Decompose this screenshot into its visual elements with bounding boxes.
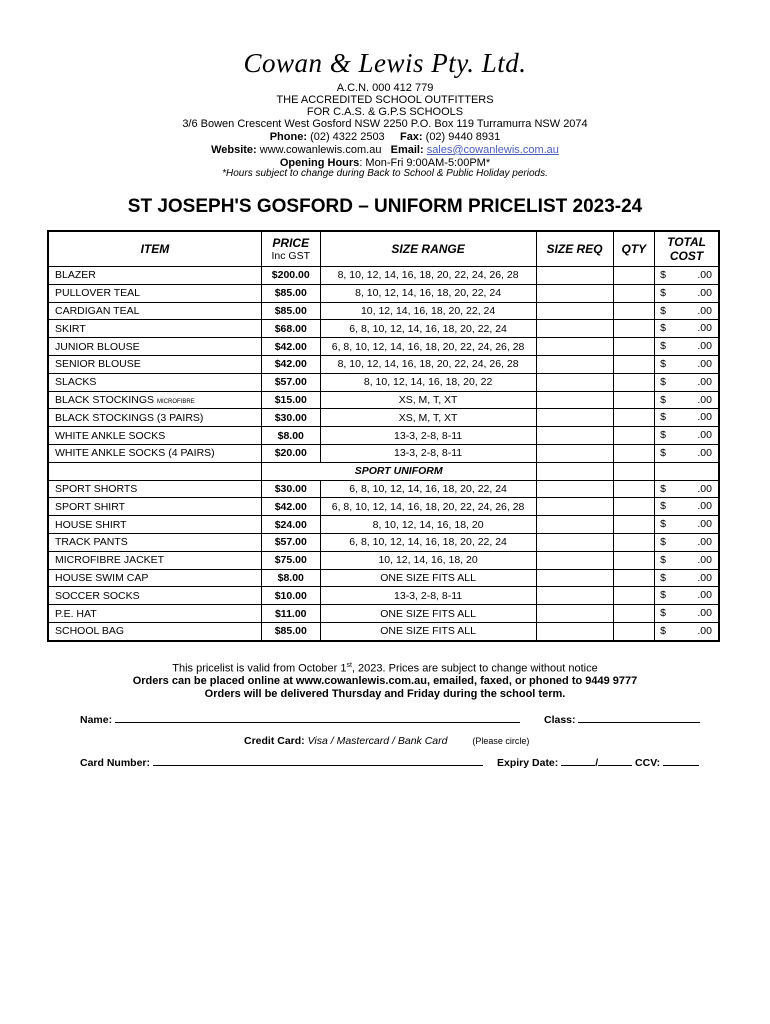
size-req-cell[interactable] [536,284,613,302]
total-cost-cell[interactable] [655,320,719,338]
col-qty: QTY [613,231,655,267]
table-row [48,480,719,498]
sport-heading-row [48,462,719,480]
phone-line [0,131,770,143]
tagline: THE ACCREDITED SCHOOL OUTFITTERS [276,94,494,106]
table-row [48,267,719,285]
fax: (02) 9440 8931 [425,131,501,143]
item-size-range: 13-3, 2-8, 8-11 [320,587,536,605]
cents-value: .00 [697,446,712,459]
item-price: $200.00 [261,267,320,285]
table-row [48,605,719,623]
currency-symbol: $ [660,340,666,353]
item-name [48,373,261,391]
cents-value: .00 [697,607,712,620]
table-row [48,338,719,356]
section-spacer [655,462,719,480]
total-cost-cell[interactable] [655,516,719,534]
table-row [48,444,719,462]
total-cost-cell[interactable] [655,338,719,356]
qty-cell[interactable] [613,267,655,285]
item-price: $57.00 [261,533,320,551]
item-name [48,409,261,427]
item-size-range: 10, 12, 14, 16, 18, 20, 22, 24 [320,302,536,320]
cents-value: .00 [697,553,712,566]
item-label: CARDIGAN TEAL [55,304,140,317]
item-price: $11.00 [261,605,320,623]
item-name [48,444,261,462]
size-req-cell[interactable] [536,480,613,498]
cents-value: .00 [697,589,712,602]
currency-symbol: $ [660,535,666,548]
fax-label: Fax: [399,131,423,143]
section-spacer [613,462,655,480]
address: 3/6 Bowen Crescent West Gosford NSW 2250 P.O. Box 119 Turramurra NSW 2074 [182,118,588,130]
currency-symbol: $ [660,304,666,317]
total-cost-cell[interactable] [655,427,719,445]
total-cost-cell[interactable] [655,284,719,302]
item-price: $20.00 [261,444,320,462]
col-size-req: SIZE REQ [536,231,613,267]
currency-symbol: $ [660,607,666,620]
expiry-label: Expiry Date: [497,757,559,769]
cents-value: .00 [697,482,712,495]
item-size-range: 8, 10, 12, 14, 16, 18, 20 [320,516,536,534]
schools-line: FOR C.A.S. & G.P.S SCHOOLS [306,106,464,118]
item-name [48,569,261,587]
qty-cell[interactable] [613,320,655,338]
qty-cell[interactable] [613,338,655,356]
item-size-range: ONE SIZE FITS ALL [320,605,536,623]
item-price: $85.00 [261,622,320,640]
currency-symbol: $ [660,286,666,299]
size-req-cell[interactable] [536,533,613,551]
delivery-note: Orders will be delivered Thursday and Friday during the school term. [204,688,566,700]
website-label: Website: [211,144,257,156]
table-row [48,569,719,587]
col-total-cost [655,231,719,267]
item-price: $8.00 [261,569,320,587]
table-row [48,498,719,516]
item-name [48,267,261,285]
item-price: $42.00 [261,338,320,356]
credit-card-label: Credit Card: [244,735,305,747]
table-row [48,320,719,338]
qty-cell[interactable] [613,391,655,409]
total-cost-cell[interactable] [655,355,719,373]
qty-cell[interactable] [613,533,655,551]
size-req-cell[interactable] [536,569,613,587]
item-price: $10.00 [261,587,320,605]
item-label: HOUSE SWIM CAP [55,571,149,584]
cents-value: .00 [697,375,712,388]
table-row [48,622,719,640]
item-label: WHITE ANKLE SOCKS [55,429,166,442]
item-size-range: 6, 8, 10, 12, 14, 16, 18, 20, 22, 24, 26, 28 [320,498,536,516]
ccv-line[interactable] [663,756,699,766]
col-price [261,231,320,267]
table-row [48,373,719,391]
qty-cell[interactable] [613,605,655,623]
qty-cell[interactable] [613,427,655,445]
phone-label: Phone: [269,131,307,143]
size-req-cell[interactable] [536,302,613,320]
size-req-cell[interactable] [536,355,613,373]
website[interactable]: www.cowanlewis.com.au [259,144,382,156]
total-cost-cell[interactable] [655,302,719,320]
cents-value: .00 [697,624,712,637]
table-header-row [48,231,719,267]
item-size-range: 13-3, 2-8, 8-11 [320,427,536,445]
item-size-range: XS, M, T, XT [320,409,536,427]
section-spacer [48,462,261,480]
cents-value: .00 [697,269,712,281]
total-cost-cell[interactable] [655,391,719,409]
qty-cell[interactable] [613,444,655,462]
item-name [48,355,261,373]
total-cost-cell[interactable] [655,373,719,391]
currency-symbol: $ [660,357,666,370]
cents-value: .00 [697,429,712,442]
currency-symbol: $ [660,322,666,335]
table-row [48,427,719,445]
qty-cell[interactable] [613,516,655,534]
currency-symbol: $ [660,269,666,281]
item-size-range: 8, 10, 12, 14, 16, 18, 20, 22, 24, 26, 28 [320,267,536,285]
cents-value: .00 [697,535,712,548]
qty-cell[interactable] [613,569,655,587]
credit-card-row [244,735,529,747]
item-name [48,427,261,445]
phone: (02) 4322 2503 [310,131,385,143]
currency-symbol: $ [660,571,666,584]
qty-cell[interactable] [613,284,655,302]
class-field[interactable] [544,713,700,726]
item-note: MICROFIBRE [157,398,195,405]
uniform-rows [48,267,719,463]
cents-value: .00 [697,340,712,353]
item-size-range: 6, 8, 10, 12, 14, 16, 18, 20, 22, 24 [320,533,536,551]
currency-symbol: $ [660,393,666,406]
total-cost-cell[interactable] [655,569,719,587]
currency-symbol: $ [660,482,666,495]
sport-heading-body [48,462,719,480]
currency-symbol: $ [660,589,666,602]
item-label: MICROFIBRE JACKET [55,554,165,567]
item-label: SCHOOL BAG [55,625,125,638]
size-req-cell[interactable] [536,551,613,569]
size-req-cell[interactable] [536,320,613,338]
item-size-range: 6, 8, 10, 12, 14, 16, 18, 20, 22, 24, 26, 28 [320,338,536,356]
expiry-field[interactable] [497,756,699,769]
credit-card-options[interactable]: Visa / Mastercard / Bank Card [307,735,448,747]
item-size-range: ONE SIZE FITS ALL [320,569,536,587]
table-row [48,551,719,569]
cents-value: .00 [697,411,712,424]
total-cost-cell[interactable] [655,533,719,551]
size-req-cell[interactable] [536,498,613,516]
item-label: TRACK PANTS [55,536,128,549]
qty-cell[interactable] [613,622,655,640]
item-size-range: 8, 10, 12, 14, 16, 18, 20, 22, 24 [320,284,536,302]
item-name [48,302,261,320]
total-cost-cell[interactable] [655,622,719,640]
item-price: $30.00 [261,480,320,498]
size-req-cell[interactable] [536,587,613,605]
validity-post: , 2023. Prices are subject to change without notice [351,662,598,675]
item-price: $42.00 [261,498,320,516]
item-label: SPORT SHIRT [55,500,126,513]
currency-symbol: $ [660,553,666,566]
currency-symbol: $ [660,411,666,424]
table-row [48,533,719,551]
item-name [48,605,261,623]
email-label: Email: [390,144,424,156]
item-label: JUNIOR BLOUSE [55,340,140,353]
currency-symbol: $ [660,375,666,388]
total-cost-cell[interactable] [655,267,719,285]
qty-cell[interactable] [613,498,655,516]
orders-note: Orders can be placed online at www.cowanlewis.com.au, emailed, faxed, or phoned to 9449 9777 [132,675,638,687]
item-size-range: 13-3, 2-8, 8-11 [320,444,536,462]
total-cost-cell[interactable] [655,480,719,498]
sport-rows [48,480,719,641]
section-spacer [536,462,613,480]
size-req-cell[interactable] [536,622,613,640]
table-row [48,409,719,427]
item-name [48,338,261,356]
item-name [48,587,261,605]
item-label: SOCCER SOCKS [55,589,140,602]
item-size-range: 8, 10, 12, 14, 16, 18, 20, 22, 24, 26, 28 [320,355,536,373]
item-label: SPORT SHORTS [55,482,138,495]
item-size-range: ONE SIZE FITS ALL [320,622,536,640]
item-label: SKIRT [55,322,86,335]
hours: : Mon-Fri 9:00AM-5:00PM* [359,157,491,169]
table-row [48,355,719,373]
item-price: $30.00 [261,409,320,427]
hours-note: *Hours subject to change during Back to School & Public Holiday periods. [222,168,548,179]
item-name [48,516,261,534]
item-name [48,551,261,569]
name-field[interactable] [80,713,520,726]
currency-symbol: $ [660,500,666,513]
item-price: $57.00 [261,373,320,391]
cents-value: .00 [697,304,712,317]
price-table [47,230,720,642]
table-row [48,391,719,409]
item-name [48,284,261,302]
cents-value: .00 [697,357,712,370]
ccv-label: CCV: [635,757,661,769]
item-size-range: 8, 10, 12, 14, 16, 18, 20, 22 [320,373,536,391]
expiry-year-line[interactable] [598,756,632,766]
col-total-label: TOTAL [667,235,706,249]
qty-cell[interactable] [613,587,655,605]
cents-value: .00 [697,393,712,406]
item-price: $24.00 [261,516,320,534]
item-label: BLAZER [55,269,96,282]
expiry-month-line[interactable] [561,756,595,766]
contact-line [0,144,770,156]
total-cost-cell[interactable] [655,409,719,427]
item-name [48,533,261,551]
size-req-cell[interactable] [536,391,613,409]
item-price: $85.00 [261,302,320,320]
qty-cell[interactable] [613,373,655,391]
currency-symbol: $ [660,429,666,442]
cents-value: .00 [697,571,712,584]
col-price-sub: Inc GST [271,250,310,262]
cents-value: .00 [697,518,712,531]
name-label: Name: [80,714,113,726]
col-item: ITEM [48,231,261,267]
validity-sup: st [346,662,352,669]
total-cost-cell[interactable] [655,605,719,623]
table-row [48,587,719,605]
card-number-line[interactable] [153,756,483,766]
qty-cell[interactable] [613,355,655,373]
col-cost-label: COST [669,249,704,263]
class-label: Class: [544,714,576,726]
page-title: ST JOSEPH'S GOSFORD – UNIFORM PRICELIST 2023-24 [127,196,643,217]
class-line[interactable] [578,713,700,723]
item-size-range: 6, 8, 10, 12, 14, 16, 18, 20, 22, 24 [320,480,536,498]
item-size-range: XS, M, T, XT [320,391,536,409]
item-price: $68.00 [261,320,320,338]
size-req-cell[interactable] [536,444,613,462]
size-req-cell[interactable] [536,267,613,285]
size-req-cell[interactable] [536,427,613,445]
item-name [48,320,261,338]
item-name [48,498,261,516]
table-row [48,302,719,320]
total-cost-cell[interactable] [655,587,719,605]
qty-cell[interactable] [613,409,655,427]
size-req-cell[interactable] [536,516,613,534]
company-logo: Cowan & Lewis Pty. Ltd. [243,48,527,78]
please-circle-note: (Please circle) [472,736,530,746]
item-label: SENIOR BLOUSE [55,358,141,371]
acn: A.C.N. 000 412 779 [336,82,434,94]
expiry-separator: / [595,757,599,769]
name-line[interactable] [115,713,520,723]
currency-symbol: $ [660,446,666,459]
item-price: $15.00 [261,391,320,409]
table-row [48,284,719,302]
item-label: P.E. HAT [55,607,97,620]
item-price: $85.00 [261,284,320,302]
cents-value: .00 [697,500,712,513]
validity-note [0,662,770,675]
size-req-cell[interactable] [536,338,613,356]
item-label: BLACK STOCKINGS (3 PAIRS) [55,411,204,424]
hours-label: Opening Hours [279,157,360,169]
item-label: SLACKS [55,376,97,389]
item-label: BLACK STOCKINGS [55,393,155,406]
item-size-range: 6, 8, 10, 12, 14, 16, 18, 20, 22, 24 [320,320,536,338]
qty-cell[interactable] [613,302,655,320]
item-name [48,391,261,409]
table-row [48,516,719,534]
size-req-cell[interactable] [536,605,613,623]
col-price-label: PRICE [272,236,310,250]
item-price: $42.00 [261,355,320,373]
item-price: $8.00 [261,427,320,445]
qty-cell[interactable] [613,551,655,569]
validity-pre: This pricelist is valid from October 1 [172,662,347,675]
currency-symbol: $ [660,518,666,531]
qty-cell[interactable] [613,480,655,498]
col-size-range: SIZE RANGE [320,231,536,267]
sport-uniform-heading: SPORT UNIFORM [261,462,536,480]
total-cost-cell[interactable] [655,551,719,569]
item-size-range: 10, 12, 14, 16, 18, 20 [320,551,536,569]
cents-value: .00 [697,286,712,299]
size-req-cell[interactable] [536,373,613,391]
total-cost-cell[interactable] [655,498,719,516]
card-number-label: Card Number: [80,757,151,769]
item-label: HOUSE SHIRT [55,518,127,531]
size-req-cell[interactable] [536,409,613,427]
email-link[interactable]: sales@cowanlewis.com.au [426,144,559,156]
currency-symbol: $ [660,624,666,637]
item-price: $75.00 [261,551,320,569]
item-label: WHITE ANKLE SOCKS (4 PAIRS) [55,447,215,460]
item-name [48,480,261,498]
total-cost-cell[interactable] [655,444,719,462]
item-label: PULLOVER TEAL [55,287,141,300]
cents-value: .00 [697,322,712,335]
item-name [48,622,261,640]
card-number-field[interactable] [80,756,483,769]
